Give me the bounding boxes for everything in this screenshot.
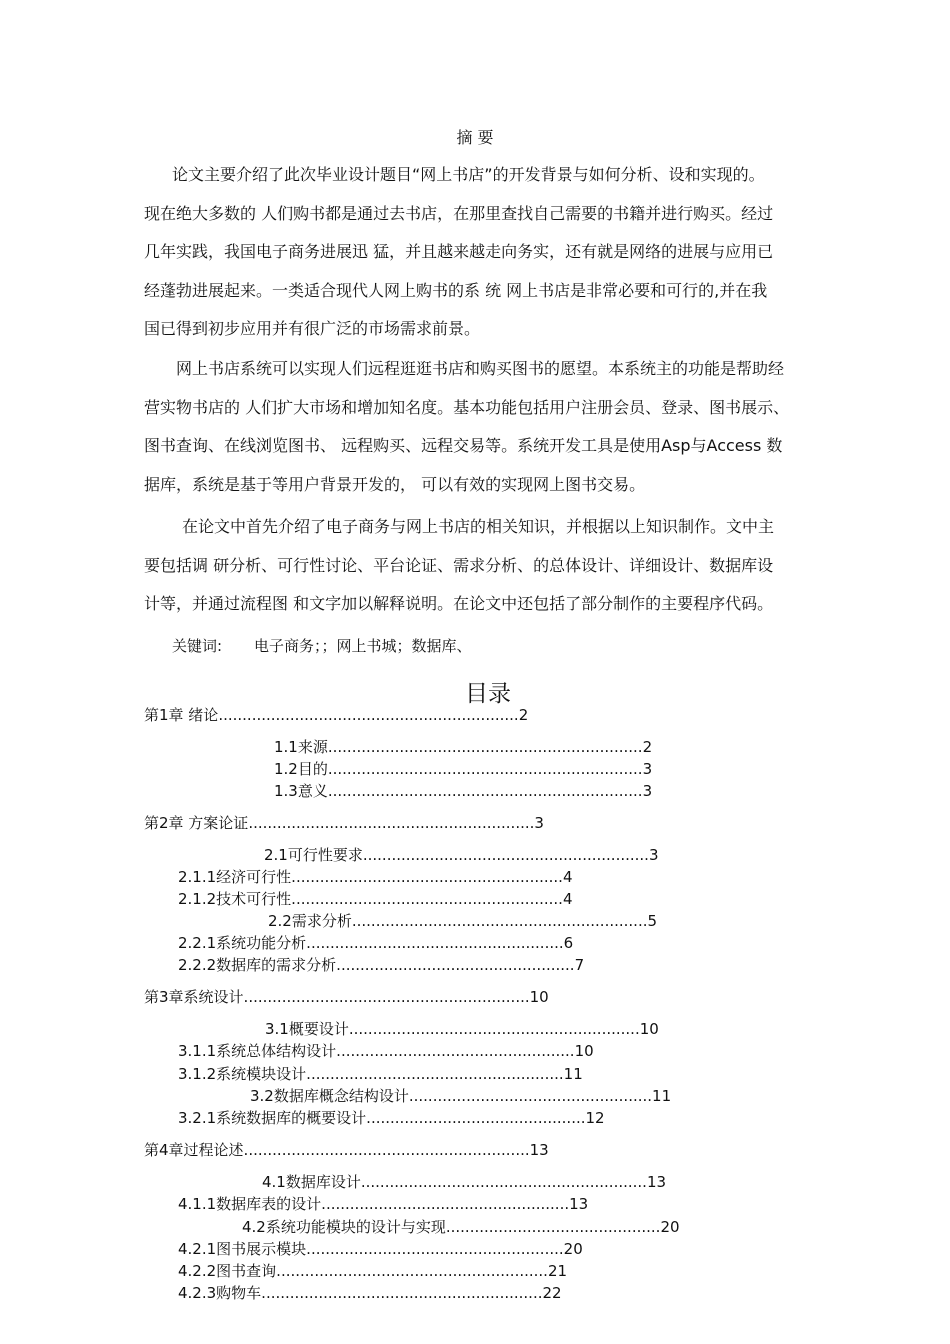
- toc-entry-text: 1.3意义: [274, 782, 328, 800]
- toc-dots: ............................................................: [362, 846, 649, 864]
- toc-entry-text: 3.1概要设计: [265, 1020, 349, 1038]
- toc-entry-text: 4.2.2图书查询: [178, 1262, 277, 1280]
- abstract-paragraph-2: [144, 358, 816, 512]
- toc-dots: ............................................................: [248, 814, 535, 832]
- toc-entry: [144, 813, 544, 833]
- paragraph-line: 论文主要介绍了此次毕业设计题目“网上书店”的开发背景与如何分析、设和实现的。: [172, 165, 765, 184]
- toc-page-number: 3: [648, 846, 659, 864]
- paragraph-line: 计等，并通过流程图 和文字加以解释说明。在论文中还包括了部分制作的主要程序代码。: [144, 594, 774, 613]
- toc-dots: ...........................................................: [261, 1284, 543, 1302]
- toc-entry: [242, 1217, 680, 1237]
- toc-entry: [178, 1261, 567, 1281]
- toc-entry: [178, 1239, 583, 1259]
- toc-dots: ......................................................: [306, 1065, 564, 1083]
- toc-page-number: 10: [574, 1042, 594, 1060]
- toc-page-number: 11: [563, 1065, 583, 1083]
- paragraph-line: 几年实践，我国电子商务进展迅 猛，并且越来越走向务实，还有就是网络的进展与应用已: [144, 242, 774, 261]
- toc-entry-text: 4.2系统功能模块的设计与实现: [242, 1218, 446, 1236]
- keywords-value: 电子商务；；网上书城；数据库、: [254, 637, 472, 655]
- toc-page-number: 3: [642, 782, 653, 800]
- toc-dots: ............................................................: [360, 1173, 647, 1191]
- toc-page-number: 21: [547, 1262, 568, 1280]
- toc-dots: ......................................................: [306, 934, 564, 952]
- toc-entry-text: 1.2目的: [274, 760, 328, 778]
- toc-page-number: 3: [642, 760, 653, 778]
- toc-entry-text: 2.2.2数据库的需求分析: [178, 956, 337, 974]
- abstract-paragraph-3: [144, 516, 816, 632]
- toc-entry: [268, 911, 657, 931]
- toc-page-number: 20: [563, 1240, 583, 1258]
- toc-dots: ..............................................: [366, 1109, 586, 1127]
- toc-page-number: 5: [647, 912, 658, 930]
- toc-entry-text: 2.2需求分析: [268, 912, 352, 930]
- toc-entry: [274, 781, 652, 801]
- toc-page-number: 4: [562, 890, 573, 908]
- toc-title: 目录: [465, 681, 511, 707]
- toc-dots: ..................................................................: [327, 782, 643, 800]
- toc-dots: ..................................................................: [327, 760, 643, 778]
- toc-page-number: 2: [518, 706, 529, 724]
- toc-entry-text: 3.1.2系统模块设计: [178, 1065, 307, 1083]
- toc-dots: ......................................................: [306, 1240, 564, 1258]
- toc-entry-text: 2.2.1系统功能分析: [178, 934, 307, 952]
- toc-page-number: 13: [529, 1141, 549, 1159]
- toc-entry-text: 第3章系统设计: [144, 988, 244, 1006]
- toc-entry-text: 3.1.1系统总体结构设计: [178, 1042, 337, 1060]
- toc-page-number: 10: [639, 1020, 659, 1038]
- toc-entry: [178, 955, 584, 975]
- paragraph-line: 国已得到初步应用并有很广泛的市场需求前景。: [144, 319, 481, 338]
- toc-entry: [264, 845, 659, 865]
- toc-entry-text: 第4章过程论述: [144, 1141, 244, 1159]
- toc-dots: .........................................................: [291, 890, 563, 908]
- toc-entry: [178, 889, 573, 909]
- toc-entry: [178, 1041, 594, 1061]
- toc-page-number: 13: [569, 1195, 589, 1213]
- toc-dots: ...............................................................: [218, 706, 519, 724]
- toc-page-number: 22: [542, 1284, 562, 1302]
- toc-dots: ............................................................: [243, 988, 530, 1006]
- toc-entry-text: 4.2.3购物车: [178, 1284, 262, 1302]
- toc-page-number: 11: [652, 1087, 672, 1105]
- toc-entry-text: 2.1可行性要求: [264, 846, 363, 864]
- paragraph-line: 在论文中首先介绍了电子商务与网上书店的相关知识，并根据以上知识制作。文中主: [182, 517, 775, 536]
- toc-dots: .............................................................: [348, 1020, 640, 1038]
- toc-entry-text: 2.1.2技术可行性: [178, 890, 292, 908]
- toc-entry: [144, 987, 549, 1007]
- toc-entry-text: 3.2数据库概念结构设计: [250, 1087, 409, 1105]
- toc-page-number: 2: [642, 738, 653, 756]
- toc-entry: [274, 737, 652, 757]
- toc-entry: [178, 1108, 605, 1128]
- paragraph-line: 据库，系统是基于等用户背景开发的， 可以有效的实现网上图书交易。: [144, 474, 646, 494]
- toc-dots: .............................................: [445, 1218, 661, 1236]
- toc-entry-text: 4.1数据库设计: [262, 1173, 361, 1191]
- toc-entry-text: 4.1.1数据库表的设计: [178, 1195, 322, 1213]
- toc-entry: [178, 1283, 562, 1303]
- paragraph-line: 营实物书店的 人们扩大市场和增加知名度。基本功能包括用户注册会员、登录、图书展示、: [144, 397, 790, 417]
- toc-dots: ....................................................: [321, 1195, 570, 1213]
- abstract-title: 摘 要: [456, 128, 494, 147]
- toc-page-number: 13: [646, 1173, 667, 1191]
- toc-dots: ..............................................................: [351, 912, 648, 930]
- paragraph-line: 图书查询、在线浏览图书、 远程购买、远程交易等。系统开发工具是使用Asp与Access 数: [144, 436, 783, 455]
- toc-entry-text: 第2章 方案论证: [144, 814, 249, 832]
- toc-dots: .........................................................: [291, 868, 563, 886]
- toc-page-number: 4: [562, 868, 573, 886]
- toc-dots: ..................................................: [336, 1042, 575, 1060]
- toc-entry: [262, 1172, 666, 1192]
- toc-dots: ..................................................: [336, 956, 575, 974]
- toc-page-number: 7: [574, 956, 585, 974]
- paragraph-line: 现在绝大多数的 人们购书都是通过去书店，在那里查找自己需要的书籍并进行购买。经过: [144, 203, 774, 223]
- toc-entry-text: 1.1来源: [274, 738, 328, 756]
- paragraph-line: 经蓬勃进展起来。一类适合现代人网上购书的系 统 网上书店是非常必要和可行的,并在我: [144, 280, 768, 300]
- toc-entry: [250, 1086, 671, 1106]
- abstract-paragraph-1: [144, 164, 816, 357]
- toc-entry-text: 2.1.1经济可行性: [178, 868, 292, 886]
- keywords: [172, 635, 472, 656]
- toc-page-number: 20: [660, 1218, 680, 1236]
- toc-page-number: 6: [563, 934, 574, 952]
- toc-entry-text: 3.2.1系统数据库的概要设计: [178, 1109, 367, 1127]
- paragraph-line: 要包括调 研分析、可行性讨论、平台论证、需求分析、的总体设计、详细设计、数据库设: [144, 555, 774, 575]
- toc-page-number: 10: [529, 988, 549, 1006]
- keywords-label: 关键词:: [172, 637, 223, 655]
- toc-entry: [178, 1064, 583, 1084]
- paragraph-line: 网上书店系统可以实现人们远程逛逛书店和购买图书的愿望。本系统主的功能是帮助经: [176, 359, 785, 378]
- toc-page-number: 12: [585, 1109, 605, 1127]
- toc-dots: ...................................................: [408, 1087, 653, 1105]
- toc-entry: [274, 759, 652, 779]
- toc-entry: [144, 705, 528, 725]
- toc-entry: [178, 1194, 588, 1214]
- toc-entry-text: 第1章 绪论: [144, 706, 219, 724]
- toc-entry: [265, 1019, 659, 1039]
- toc-entry: [178, 867, 573, 887]
- toc-entry: [144, 1140, 549, 1160]
- toc-dots: ............................................................: [243, 1141, 530, 1159]
- toc-entry: [178, 933, 573, 953]
- toc-dots: .........................................................: [276, 1262, 548, 1280]
- toc-page-number: 3: [534, 814, 544, 832]
- toc-dots: ..................................................................: [327, 738, 643, 756]
- toc-entry-text: 4.2.1图书展示模块: [178, 1240, 307, 1258]
